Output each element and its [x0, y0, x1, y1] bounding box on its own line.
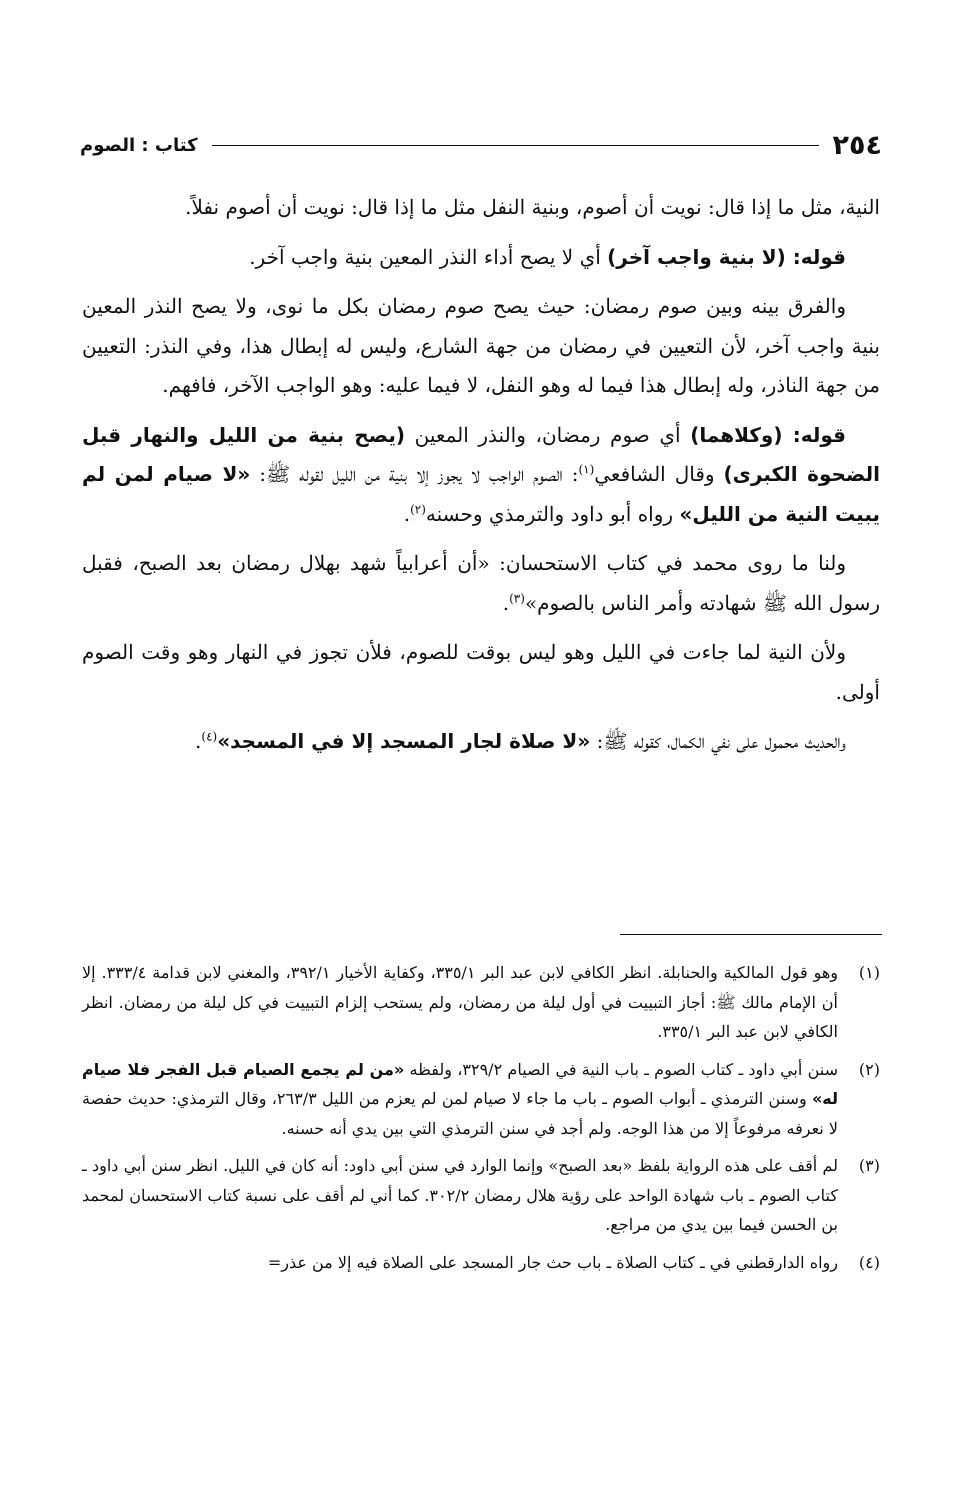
footnote-number: (١) [858, 963, 880, 982]
page-header [80, 128, 882, 162]
footnote-text: وهو قول المالكية والحنابلة. انظر الكافي لابن عبد البر ٣٣٥/١، وكفاية الأخيار ٣٩٢/١، والمغني لابن قدامة ٣٣٣/٤. إلا أن الإمام مالك ﷺ: أجاز التبييت في أول ليلة من رمضان، ولم يستحب إلزام التبييت في كل ليلة من رمضان. انظر الكافي لابن عبد البر ٣٣٥/١. [82, 963, 839, 1041]
footnote-4 [82, 1248, 880, 1278]
footnote-1 [82, 958, 880, 1047]
footnote-ref-2[interactable]: (٢) [410, 501, 426, 516]
quote-keyword: (يصح بنية من الليل والنهار قبل الضحوة الكبرى) [82, 422, 880, 486]
hadith-quote: «لا صيام لمن لم يبيت النية من الليل» [82, 462, 880, 526]
footnotes [82, 958, 880, 1285]
quote-keyword: قوله: (وكلاهما) [690, 422, 846, 447]
paragraph-text: ولنا ما روى محمد في كتاب الاستحسان: «أن أعرابياً شهد بهلال رمضان بعد الصبح، فقبل رسول الله ﷺ شهادته وأمر الناس بالصوم» [82, 551, 880, 615]
header-rule [212, 145, 819, 146]
footnote-text [82, 1055, 838, 1144]
paragraph-text: . [403, 501, 411, 526]
paragraph-text: : الصوم الواجب لا يجوز إلا بنية من الليل لقوله ﷺ: [250, 462, 579, 486]
paragraph-text: . [502, 590, 510, 615]
paragraph-2 [82, 238, 880, 278]
paragraph-4 [82, 416, 880, 535]
paragraph-text: رواه أبو داود والترمذي وحسنه [425, 501, 680, 526]
paragraph-text: وقال الشافعي [594, 462, 724, 486]
footnote-text: لم أقف على هذه الرواية بلفظ «بعد الصبح» وإنما الوارد في سنن أبي داود: أنه كان في الليل. انظر سنن أبي داود ـ كتاب الصوم ـ باب شهادة الواحد على رؤية هلال رمضان ٣٠٢/٢. كما أني لم أقف على نسبة كتاب الاستحسان لمحمد بن الحسن فيما بين يدي من مراجع. [82, 1156, 838, 1234]
paragraph-text: أي صوم رمضان، والنذر المعين [405, 422, 691, 447]
quote-keyword: قوله: (لا بنية واجب آخر) [607, 244, 846, 269]
footnote-number: (٤) [858, 1252, 880, 1272]
paragraph-text: . [195, 729, 202, 753]
footnote-number: (٢) [858, 1059, 880, 1079]
paragraph-5 [82, 544, 880, 623]
footnote-segment: سنن أبي داود ـ كتاب الصوم ـ باب النية في الصيام ٣٢٩/٢، ولفظه [404, 1059, 838, 1079]
hadith-quote: «لا صلاة لجار المسجد إلا في المسجد» [217, 729, 591, 753]
paragraph-1: النية، مثل ما إذا قال: نويت أن أصوم، وبنية النفل مثل ما إذا قال: نويت أن أصوم نفلاً. [185, 195, 880, 219]
paragraph-3: والفرق بينه وبين صوم رمضان: حيث يصح صوم رمضان بكل ما نوى، ولا يصح النذر المعين بنية واجب آخر، لأن التعيين في رمضان من جهة الشارع، وليس له إبطال هذا، وفي النذر: التعيين من جهة الناذر، وله إبطال هذا فيما له وهو النفل، لا فيما عليه: وهو الواجب الآخر، فافهم. [82, 294, 880, 397]
footnote-3 [82, 1151, 880, 1240]
paragraph-6: ولأن النية لما جاءت في الليل وهو ليس بوقت للصوم، فلأن تجوز في النهار وهو وقت الصوم أولى. [82, 640, 880, 704]
footnote-number: (٣) [858, 1156, 880, 1175]
footnote-2 [82, 1055, 880, 1144]
footnote-ref-4[interactable]: (٤) [201, 729, 218, 744]
footnote-separator [620, 934, 882, 935]
footnote-ref-1[interactable]: (١) [578, 462, 595, 477]
footnote-quote: «من لم يجمع الصيام قبل الفجر فلا صيام له» [82, 1059, 838, 1108]
page-number: ٢٥٤ [832, 129, 882, 161]
footnote-ref-3[interactable]: (٣) [509, 590, 525, 605]
footnote-text: رواه الدارقطني في ـ كتاب الصلاة ـ باب حث جار المسجد على الصلاة فيه إلا من عذر= [267, 1252, 838, 1272]
main-text [82, 188, 880, 772]
running-title: كتاب : الصوم [80, 134, 198, 156]
paragraph-7 [82, 722, 880, 762]
footnote-segment: وسنن الترمذي ـ أبواب الصوم ـ باب ما جاء لا صيام لمن لم يعزم من الليل ٢٦٣/٣، وقال الترمذي: حديث حفصة لا نعرفه مرفوعاً إلا من هذا الوجه. ولم أجد في سنن الترمذي التي بين يدي أنه حسنه. [82, 1089, 838, 1138]
paragraph-text: أي لا يصح أداء النذر المعين بنية واجب آخر. [249, 244, 608, 269]
paragraph-text: والحديث محمول على نفي الكمال، كقوله ﷺ: [590, 729, 846, 753]
